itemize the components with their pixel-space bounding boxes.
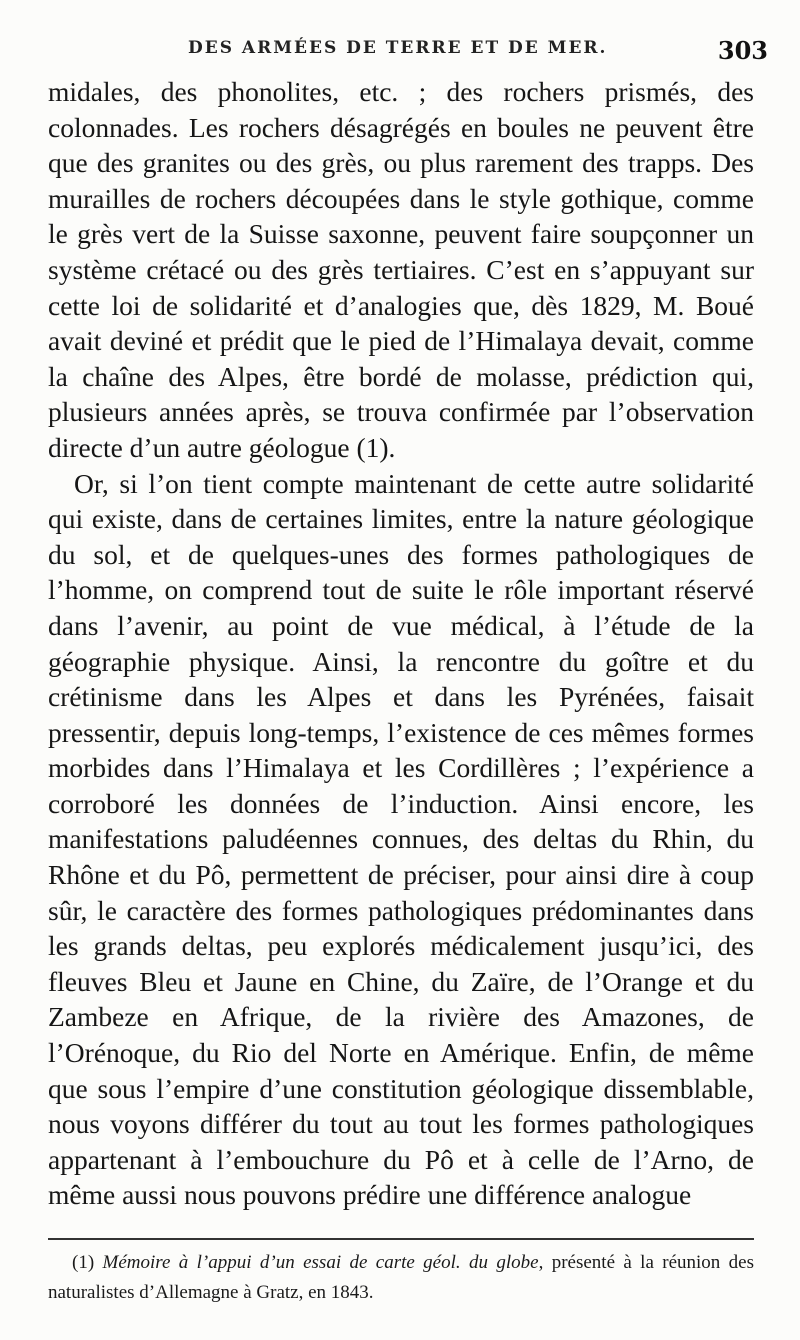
- body-text: [48, 74, 754, 1213]
- footnote-rest: , présenté à la réunion des naturalistes d’Allemagne à Gratz, en 1843.: [48, 1252, 754, 1303]
- paragraph-2: Or, si l’on tient compte maintenant de cette autre solidarité qui existe, dans de certaines limites, entre la nature géologique du sol, et de quelques-unes des formes pathologiques de l’homme, on comprend tout de suite le rôle important réservé dans l’avenir, au point de vue médical, à l’étude de la géographie physique. Ainsi, la rencontre du goître et du crétinisme dans les Alpes et dans les Pyrénées, faisait pressentir, depuis long-temps, l’existence de ces mêmes formes morbides dans l’Himalaya et les Cordillères ; l’expérience a corroboré les données de l’induction. Ainsi encore, les manifestations paludéennes connues, des deltas du Rhin, du Rhône et du Pô, permettent de préciser, pour ainsi dire à coup sûr, le caractère des formes pathologiques prédominantes dans les grands deltas, peu explorés médicalement jusqu’ici, des fleuves Bleu et Jaune en Chine, du Zaïre, de l’Orange et du Zambeze en Afrique, de la rivière des Amazones, de l’Orénoque, du Rio del Norte en Amérique. Enfin, de même que sous l’empire d’une constitution géologique dissemblable, nous voyons différer du tout au tout les formes pathologiques appartenant à l’embouchure du Pô et à celle de l’Arno, de même aussi nous pouvons prédire une différence analogue: [48, 467, 754, 1211]
- footnote-divider: [48, 1238, 754, 1240]
- footnote: [48, 1248, 754, 1308]
- page-number: 303: [717, 36, 768, 65]
- running-title: DES ARMÉES DE TERRE ET DE MER.: [188, 38, 608, 58]
- footnote-italic-title: Mémoire à l’appui d’un essai de carte géol. du globe: [102, 1252, 539, 1273]
- running-head: [48, 34, 768, 64]
- paragraph-1: midales, des phonolites, etc. ; des rochers prismés, des colonnades. Les rochers désagrégés en boules ne peuvent être que des granites ou des grès, ou plus rarement des trapps. Des murailles de rochers découpées dans le style gothique, comme le grès vert de la Suisse saxonne, peuvent faire soupçonner un système crétacé ou des grès tertiaires. C’est en s’appuyant sur cette loi de solidarité et d’analogies que, dès 1829, M. Boué avait deviné et prédit que le pied de l’Himalaya devait, comme la chaîne des Alpes, être bordé de molasse, prédiction qui, plusieurs années après, se trouva confirmée par l’observation directe d’un autre géologue (1).: [48, 76, 754, 463]
- footnote-marker: (1): [72, 1252, 103, 1273]
